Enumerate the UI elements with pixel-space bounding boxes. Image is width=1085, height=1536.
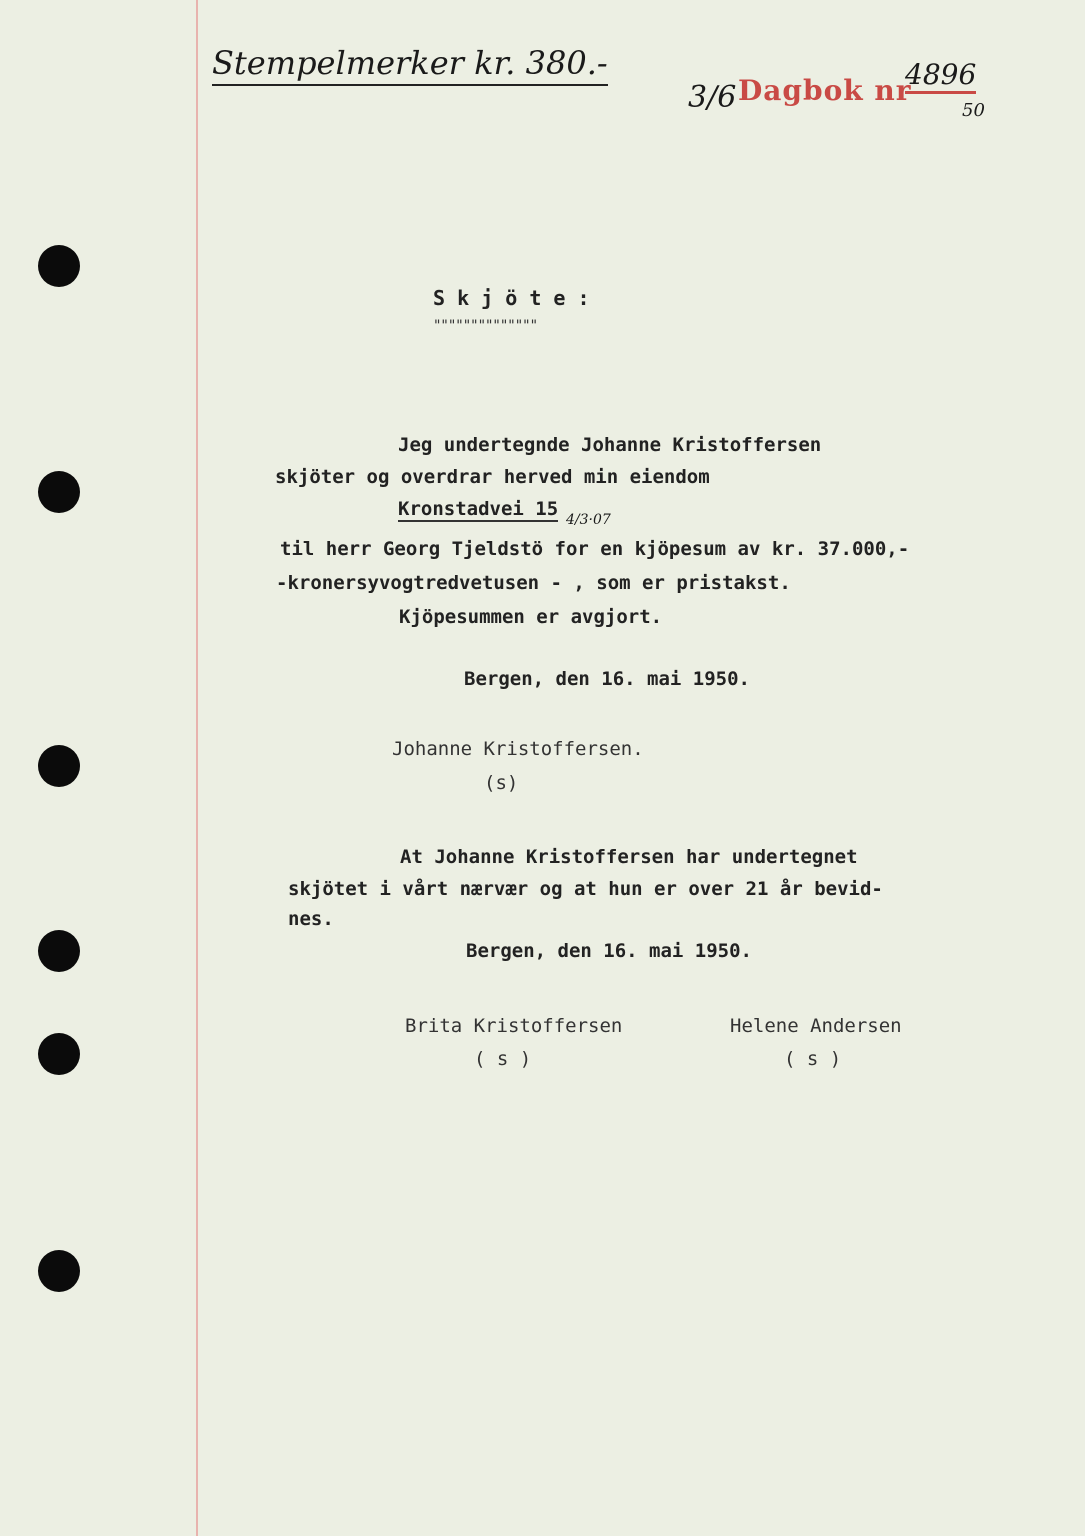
signature-name: Johanne Kristoffersen. — [392, 738, 644, 760]
witness-line-3: nes. — [288, 908, 334, 930]
date-mark: 3/6 — [688, 80, 737, 115]
document-title: S k j ö t e : — [433, 286, 590, 310]
punch-hole — [38, 245, 80, 287]
title-underline: """""""""""""" — [433, 318, 538, 334]
witness-line-1: At Johanne Kristoffersen har undertegnet — [400, 846, 858, 868]
witness-line-2: skjötet i vårt nærvær og at hun er over 21 år bevid- — [288, 878, 883, 900]
witness-2-name: Helene Andersen — [730, 1015, 902, 1037]
body-line-3: til herr Georg Tjeldstö for en kjöpesum av kr. 37.000,- — [280, 538, 910, 560]
handwritten-date: 4/3·07 — [566, 512, 611, 528]
punch-hole — [38, 745, 80, 787]
signature-mark: (s) — [484, 772, 519, 794]
body-line-5: Kjöpesummen er avgjort. — [399, 606, 663, 628]
dagbok-number: 4896 — [905, 58, 976, 94]
punch-hole — [38, 471, 80, 513]
witness-1-mark: ( s ) — [474, 1048, 532, 1070]
witness-2-mark: ( s ) — [784, 1048, 842, 1070]
fee-note: Stempelmerker kr. 380.- — [212, 44, 608, 86]
body-line-2: skjöter og overdrar herved min eiendom — [275, 466, 710, 488]
place-date: Bergen, den 16. mai 1950. — [464, 668, 750, 690]
witness-1-name: Brita Kristoffersen — [405, 1015, 623, 1037]
body-line-1: Jeg undertegnde Johanne Kristoffersen — [398, 434, 822, 456]
punch-hole — [38, 1250, 80, 1292]
margin-line — [196, 0, 198, 1536]
witness-place-date: Bergen, den 16. mai 1950. — [466, 940, 752, 962]
punch-hole — [38, 1033, 80, 1075]
dagbok-stamp-label: Dagbok nr — [738, 74, 912, 107]
dagbok-year: 50 — [962, 100, 985, 121]
body-line-4: -kronersyvogtredvetusen - , som er pristakst. — [276, 572, 791, 594]
property-address: Kronstadvei 15 — [398, 498, 559, 520]
punch-hole — [38, 930, 80, 972]
